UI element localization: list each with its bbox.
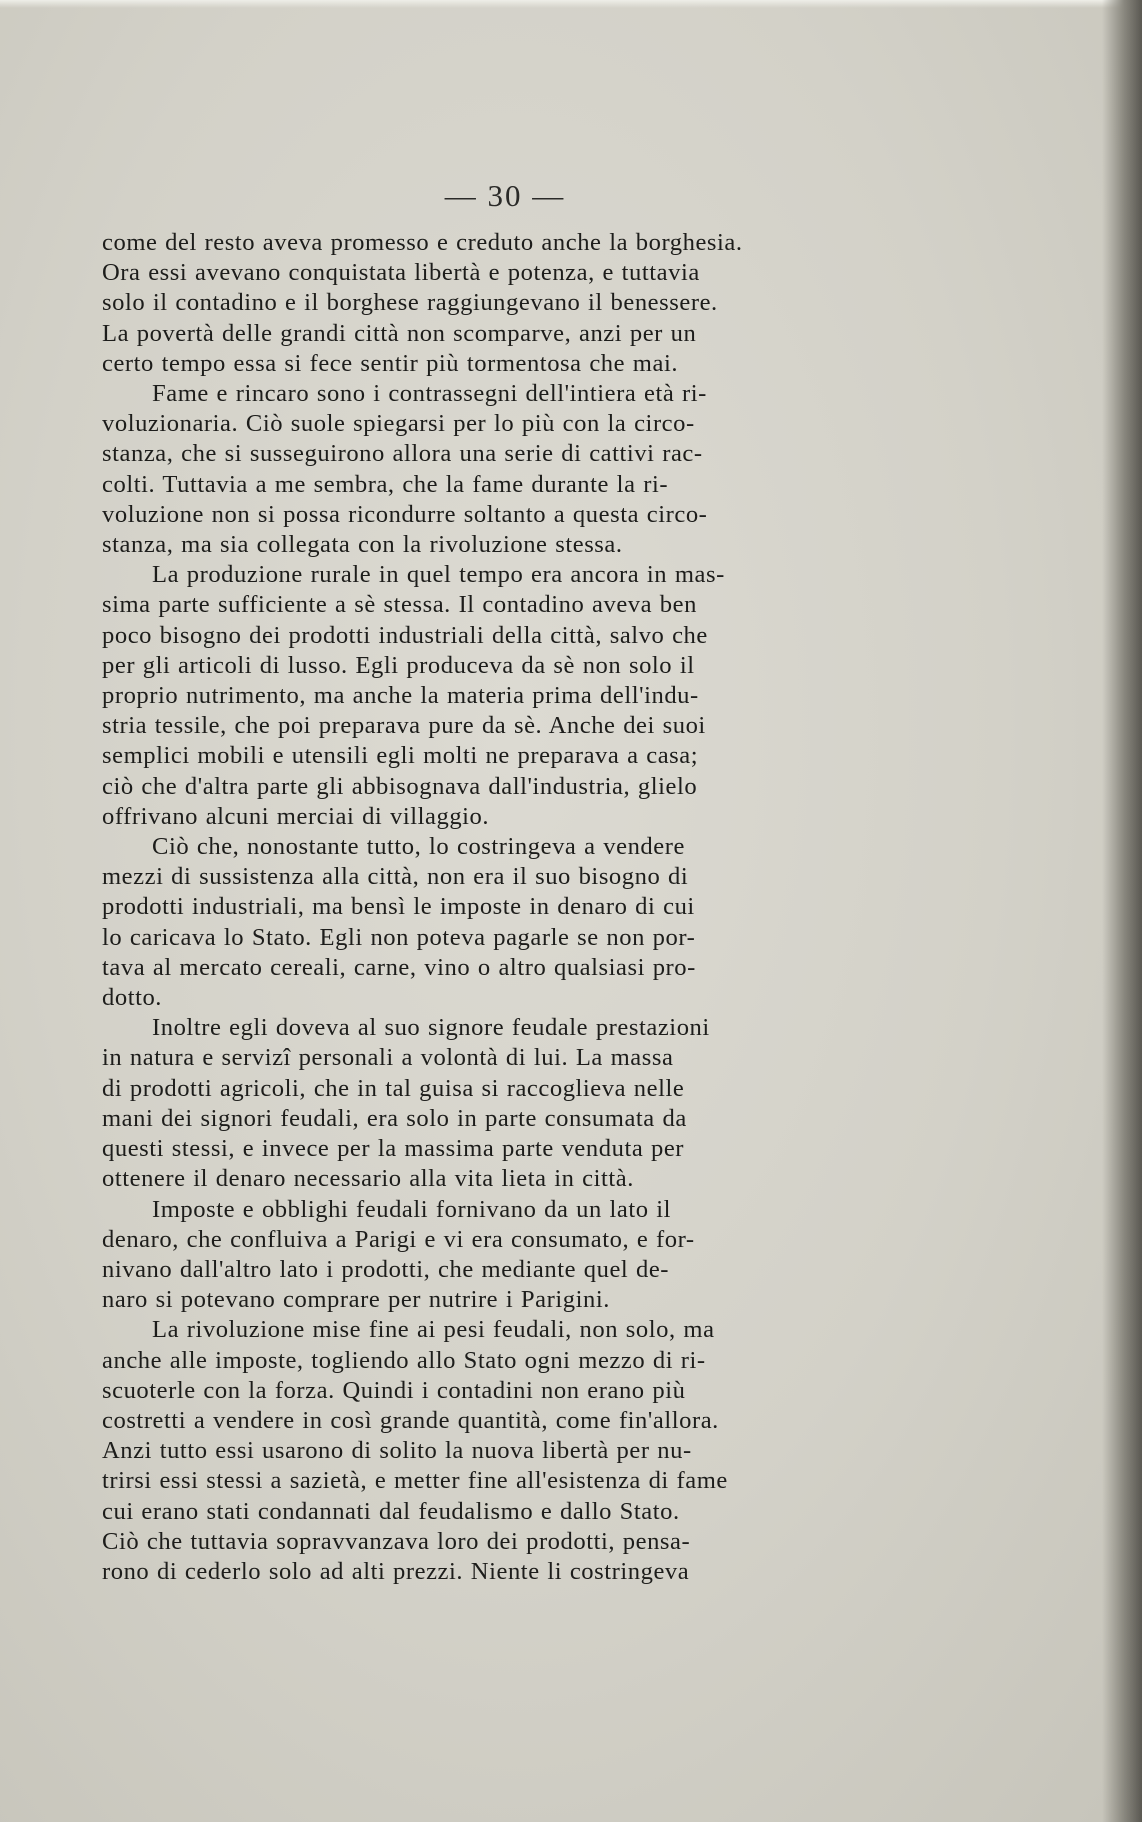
text-line: trirsi essi stessi a sazietà, e metter fine all'esistenza di fame — [102, 1467, 728, 1495]
text-line: La produzione rurale in quel tempo era ancora in mas- — [152, 561, 725, 589]
text-line: rono di cederlo solo ad alti prezzi. Niente li costringeva — [102, 1557, 690, 1585]
text-line: tava al mercato cereali, carne, vino o altro qualsiasi pro- — [102, 953, 696, 981]
text-line: Ciò che, nonostante tutto, lo costringeva a vendere — [152, 833, 685, 861]
text-line: anche alle imposte, togliendo allo Stato ogni mezzo di ri- — [102, 1346, 706, 1374]
text-line: certo tempo essa si fece sentir più tormentosa che mai. — [102, 349, 679, 377]
page-top-edge — [0, 0, 1142, 8]
text-line: voluzione non si possa ricondurre soltanto a questa circo- — [102, 500, 708, 528]
text-line: La povertà delle grandi città non scomparve, anzi per un — [102, 319, 697, 347]
text-line: scuoterle con la forza. Quindi i contadini non erano più — [102, 1376, 686, 1404]
body-text — [102, 228, 898, 1587]
text-line: Anzi tutto essi usarono di solito la nuova libertà per nu- — [102, 1437, 692, 1465]
text-line: ottenere il denaro necessario alla vita lieta in città. — [102, 1165, 634, 1193]
text-line: denaro, che confluiva a Parigi e vi era consumato, e for- — [102, 1225, 695, 1253]
text-line: stanza, ma sia collegata con la rivoluzione stessa. — [102, 531, 623, 559]
text-line: sima parte sufficiente a sè stessa. Il contadino aveva ben — [102, 591, 697, 619]
text-line: cui erano stati condannati dal feudalismo e dallo Stato. — [102, 1497, 680, 1525]
text-line: Imposte e obblighi feudali fornivano da un lato il — [152, 1195, 672, 1223]
text-line: costretti a vendere in così grande quantità, come fin'allora. — [102, 1406, 719, 1434]
text-line: colti. Tuttavia a me sembra, che la fame durante la ri- — [102, 470, 669, 498]
text-line: questi stessi, e invece per la massima parte venduta per — [102, 1135, 685, 1163]
text-line: come del resto aveva promesso e creduto anche la borghesia. — [102, 229, 743, 256]
text-line: nivano dall'altro lato i prodotti, che mediante quel de- — [102, 1255, 670, 1283]
text-line: proprio nutrimento, ma anche la materia prima dell'indu- — [102, 682, 699, 710]
text-line: La rivoluzione mise fine ai pesi feudali, non solo, ma — [152, 1316, 715, 1344]
text-line: lo caricava lo Stato. Egli non poteva pagarle se non por- — [102, 923, 696, 951]
text-line: naro si potevano comprare per nutrire i Parigini. — [102, 1286, 610, 1314]
text-line: stria tessile, che poi preparava pure da sè. Anche dei suoi — [102, 712, 706, 740]
text-line: Fame e rincaro sono i contrassegni dell'intiera età ri- — [152, 380, 707, 408]
text-line: per gli articoli di lusso. Egli produceva da sè non solo il — [102, 651, 695, 679]
text-line: poco bisogno dei prodotti industriali della città, salvo che — [102, 621, 708, 649]
text-line: prodotti industriali, ma bensì le imposte in denaro di cui — [102, 893, 695, 921]
text-line: semplici mobili e utensili egli molti ne preparava a casa; — [102, 742, 699, 770]
text-line: mani dei signori feudali, era solo in parte consumata da — [102, 1104, 687, 1132]
text-line: Inoltre egli doveva al suo signore feudale prestazioni — [152, 1014, 710, 1042]
page-number: — 30 — — [444, 178, 566, 213]
text-line: dotto. — [102, 984, 163, 1012]
text-line: di prodotti agricoli, che in tal guisa si raccoglieva nelle — [102, 1074, 685, 1102]
text-line: in natura e servizî personali a volontà di lui. La massa — [102, 1044, 674, 1072]
text-line: solo il contadino e il borghese raggiungevano il benessere. — [102, 289, 718, 317]
text-line: Ciò che tuttavia sopravvanzava loro dei prodotti, pensa- — [102, 1527, 691, 1555]
book-binding-shadow — [1102, 0, 1142, 1822]
text-line: Ora essi avevano conquistata libertà e potenza, e tuttavia — [102, 259, 700, 287]
text-line: mezzi di sussistenza alla città, non era il suo bisogno di — [102, 863, 689, 891]
text-line: voluzionaria. Ciò suole spiegarsi per lo più con la circo- — [102, 410, 695, 438]
text-line: ciò che d'altra parte gli abbisognava dall'industria, glielo — [102, 772, 698, 800]
text-line: offrivano alcuni merciai di villaggio. — [102, 802, 490, 830]
text-line: stanza, che si susseguirono allora una serie di cattivi rac- — [102, 440, 703, 468]
